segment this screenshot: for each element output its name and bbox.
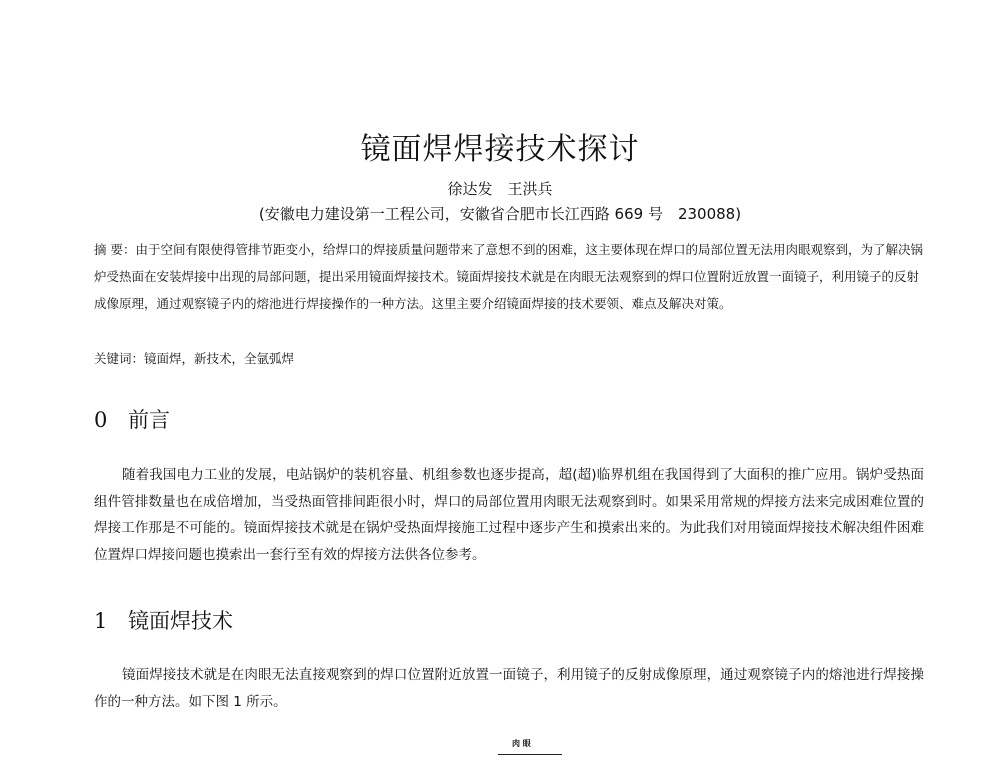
section-title: 镜面焊技术 <box>128 609 233 633</box>
authors: 徐达发 王洪兵 <box>447 180 553 198</box>
figure-label: 肉 眼 <box>512 739 531 748</box>
section-1-paragraph: 镜面焊接技术就是在肉眼无法直接观察到的焊口位置附近放置一面镜子，利用镜子的反射成像原理，通过观察镜子内的熔池进行焊接操作的一种方法。如下图 1 所示。 <box>94 667 924 710</box>
section-number: 1 <box>94 609 108 633</box>
paper-title: 镜面焊焊接技术探讨 <box>360 132 640 167</box>
section-number: 0 <box>94 408 108 432</box>
figure-line <box>498 754 562 755</box>
keywords: 关键词：镜面焊，新技术，全氩弧焊 <box>94 351 295 366</box>
section-title: 前言 <box>128 408 170 432</box>
abstract: 摘 要：由于空间有限使得管排节距变小，给焊口的焊接质量问题带来了意想不到的困难，这主要体现在焊口的局部位置无法用肉眼观察到，为了解决锅炉受热面在安装焊接中出现的局部问题，提出采用镜面焊接技术。镜面焊接技术就是在肉眼无法观察到的焊口位置附近放置一面镜子，利用镜子的反射成像原理，通过观察镜子内的熔池进行焊接操作的一种方法。这里主要介绍镜面焊接的技术要领、难点及解决对策。 <box>94 242 923 311</box>
section-1-heading <box>94 605 233 635</box>
affiliation: (安徽电力建设第一工程公司，安徽省合肥市长江西路 669 号 230088) <box>258 205 742 223</box>
section-0-heading <box>94 404 170 434</box>
section-0-paragraph: 随着我国电力工业的发展，电站锅炉的装机容量、机组参数也逐步提高，超(超)临界机组在我国得到了大面积的推广应用。锅炉受热面组件管排数量也在成倍增加，当受热面管排间距很小时，焊口的局部位置用肉眼无法观察到时。如果采用常规的焊接方法来完成困难位置的焊接工作那是不可能的。镜面焊接技术就是在锅炉受热面焊接施工过程中逐步产生和摸索出来的。为此我们对用镜面焊接技术解决组件困难位置焊口焊接问题也摸索出一套行至有效的焊接方法供各位参考。 <box>94 467 924 563</box>
